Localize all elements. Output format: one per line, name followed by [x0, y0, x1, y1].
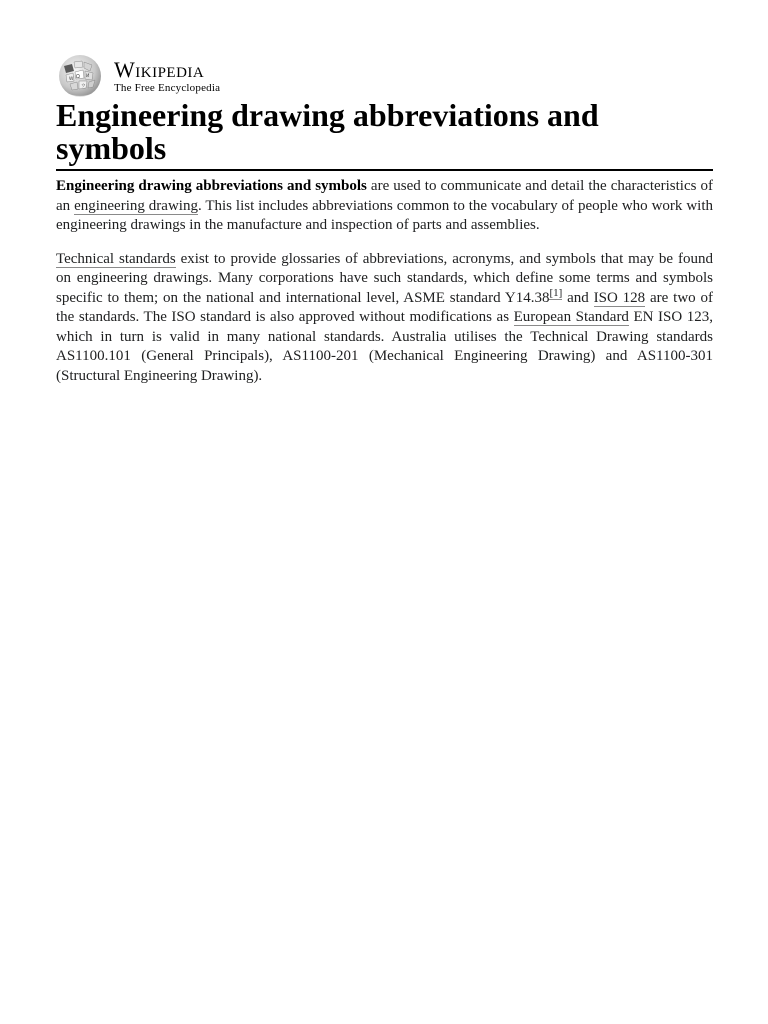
european-standard-link[interactable]: European Standard — [513, 309, 629, 325]
standards-text-3: are two of the standards. The ISO standard is also approved without modifications as — [56, 289, 713, 325]
standards-paragraph — [56, 250, 713, 387]
reference-1 — [549, 287, 562, 300]
svg-text:И: И — [86, 74, 90, 79]
intro-text-2: . This list includes abbreviations common to the vocabulary of people who work with engineering drawings in the manufacture and inspection of parts and assemblies. — [56, 197, 713, 233]
page-title: Engineering drawing abbreviations and symbols — [56, 99, 713, 171]
site-header — [56, 54, 713, 98]
technical-standards-link[interactable]: Technical standards — [56, 250, 176, 267]
wikipedia-globe-icon[interactable] — [56, 54, 106, 98]
standards-text-1: exist to provide glossaries of abbreviations, acronyms, and symbols that may be found on engineering drawings. Many corporations have such standards, which define some terms and symbols specific to them; on the national and international level, ASME standard Y14.38 — [56, 250, 714, 306]
wordmark-title: Wikipedia — [114, 56, 205, 82]
wordmark[interactable] — [114, 56, 221, 94]
intro-text-1: are used to communicate and detail the characteristics of an — [56, 178, 713, 214]
intro-bold-lead: Engineering drawing abbreviations and symbols — [56, 178, 367, 194]
svg-text:ウ: ウ — [81, 84, 86, 89]
iso-128-link[interactable]: ISO 128 — [593, 289, 646, 306]
standards-text-4: EN ISO 123, which in turn is valid in many national standards. Australia utilises the Technical Drawing standards AS1100.101 (General Principals), AS1100-201 (Mechanical Engineering Drawing) and AS1100-301 (Structural Engineering Drawing). — [56, 309, 713, 384]
reference-1-link[interactable]: [1] — [549, 286, 563, 299]
engineering-drawing-link[interactable]: engineering drawing — [74, 197, 198, 214]
article-page — [56, 54, 713, 386]
svg-text:Ω: Ω — [76, 74, 80, 80]
standards-text-2: and — [562, 289, 594, 306]
svg-text:W: W — [69, 77, 74, 82]
wordmark-tagline: The Free Encyclopedia — [114, 81, 221, 94]
intro-paragraph — [56, 177, 713, 236]
